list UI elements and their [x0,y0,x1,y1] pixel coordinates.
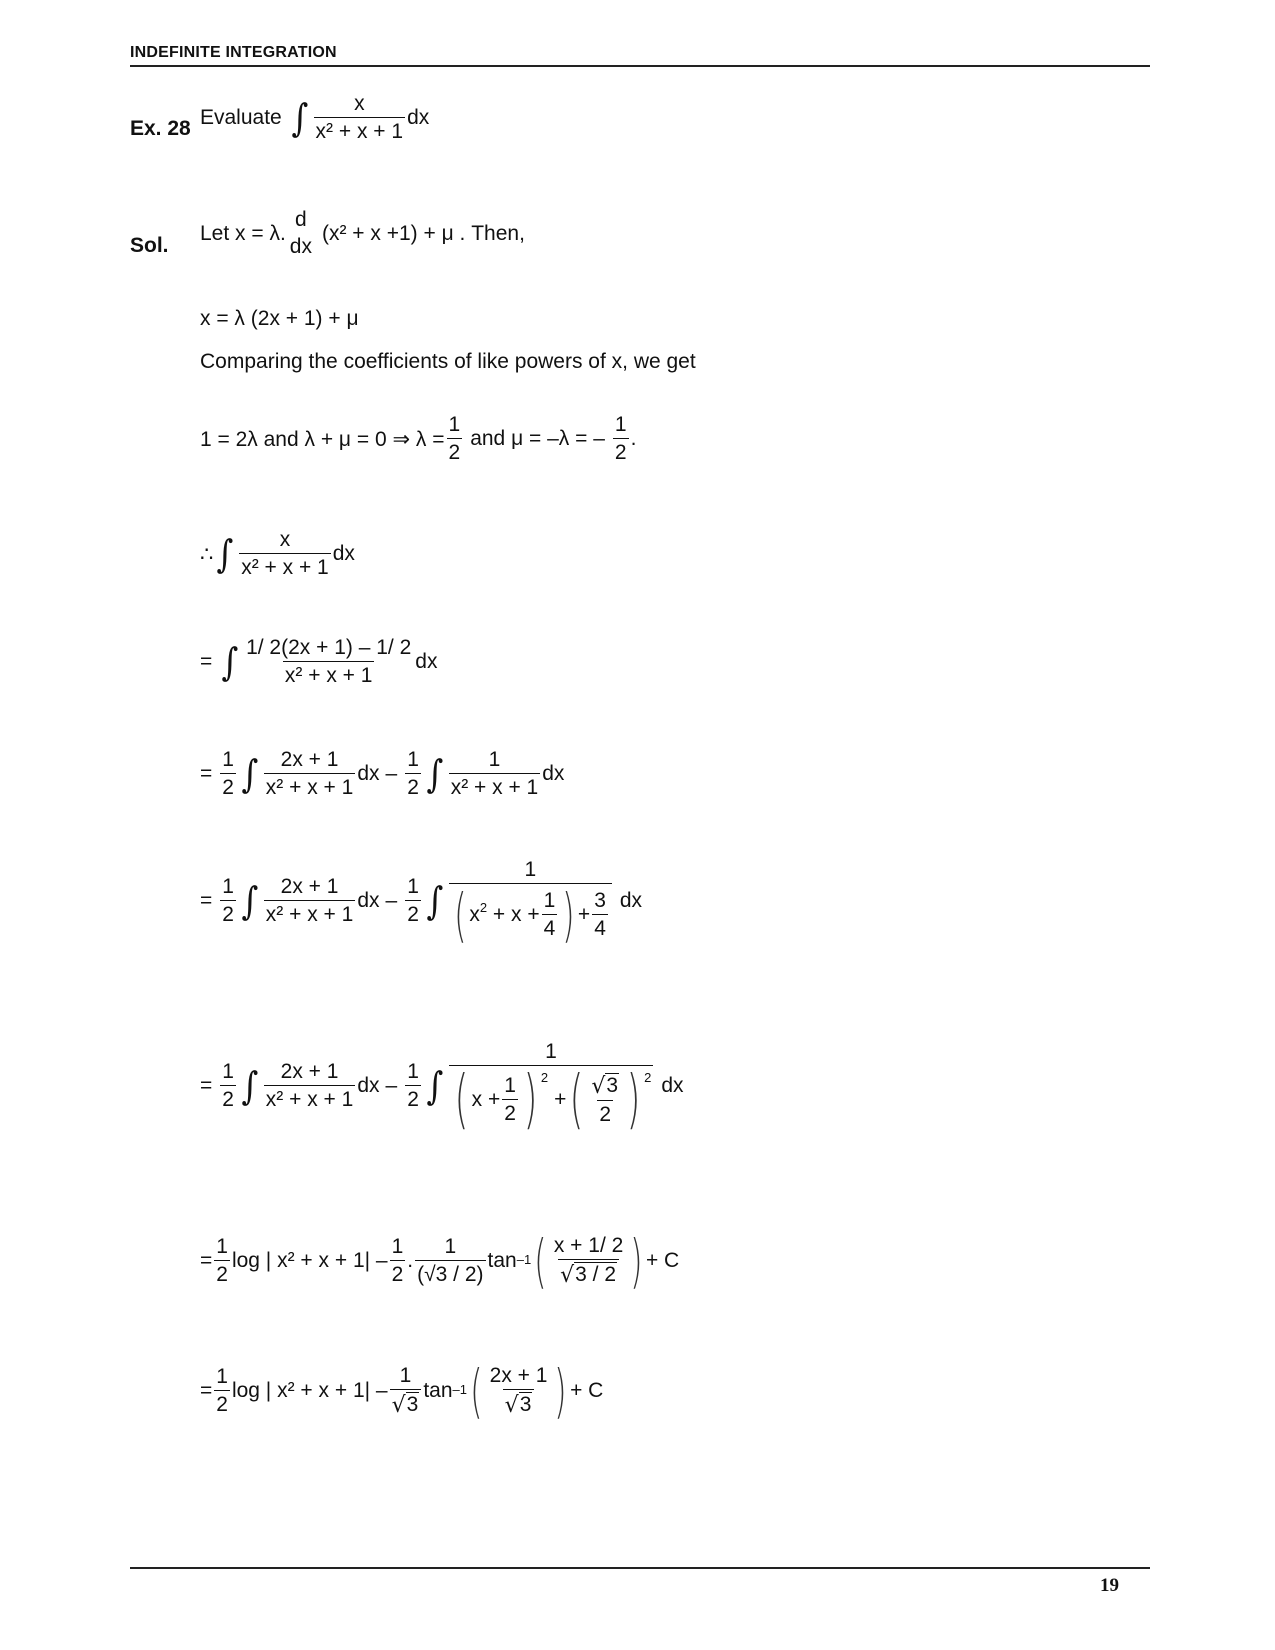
step-1: ∴ ∫ $\frac{x}{\text{x² + x + 1}}$ dx [200,528,355,580]
integral-sign: ∫ [426,1064,444,1109]
integral-sign: ∫ [426,879,444,924]
step-7: = $\frac{1}{2}$ log | x² + x + 1| – 1 √ 3 tan $^{-1}$ ( 2x + 1 √ 3 ) + C [200,1357,604,1425]
integral-sign: ∫ [216,532,234,577]
problem-statement [200,92,429,144]
half-fraction: $\frac{1}{2}$ [448,413,461,465]
integral-sign: ∫ [241,752,259,797]
step-5: = $\frac{1}{2}$ ∫ $\frac{2x + 1}{\text{x² + x + 1}}$ dx – $\frac{1}{2}$ ∫ 1 ( x + $\frac{1}{2}$ ) $^2$ + ( √ 3 2 ) $^2$ dx [200,1040,684,1138]
solution-line-4: 1 = 2λ and λ + μ = 0 ⇒ λ = $\frac{1}{2}$ and μ = –λ = – $\frac{1}{2}$ . [200,413,637,465]
footer-rule [130,1567,1150,1569]
half-fraction: $\frac{1}{2}$ [614,413,627,465]
page-number: 19 [1100,1575,1119,1596]
dx: dx [407,106,430,130]
integral-sign: ∫ [241,879,259,924]
header-rule [130,65,1150,67]
solution-line-3: Comparing the coefficients of like powers of x, we get [200,350,696,373]
sum-of-squares-fraction: 1 ( x + $\frac{1}{2}$ ) $^2$ + ( √ 3 2 ) $^2$ [449,1040,654,1132]
example-label: Ex. 28 [130,117,191,140]
integral-sign: ∫ [241,1064,259,1109]
evaluate-word: Evaluate [200,106,282,130]
solution-label: Sol. [130,234,169,257]
problem-fraction: $\frac{x}{\text{x² + x + 1}}$ [315,92,404,144]
page-header-title: INDEFINITE INTEGRATION [130,44,337,61]
derivative-operator: d dx [289,208,312,259]
step-3: = $\frac{1}{2}$ ∫ $\frac{2x + 1}{\text{x² + x + 1}}$ dx – $\frac{1}{2}$ ∫ $\frac{1}{\text{x² + x + 1}}$ dx [200,748,565,800]
step-6: = $\frac{1}{2}$ log | x² + x + 1| – $\frac{1}{2}$ . $\frac{1}{(√3 / 2)}$ tan $^{-1}$ ( x + 1/ 2 √ 3 / 2 ) + C [200,1227,680,1295]
solution-line-2: x = λ (2x + 1) + μ [200,307,359,330]
completed-square-fraction: 1 ( $x^2 + x$ + $\frac{1}{4}$ ) + $\frac{3}{4}$ [449,858,612,944]
integral-sign: ∫ [221,640,239,685]
integral-sign: ∫ [426,752,444,797]
step-2: = ∫ $\frac{1/ 2(2x + 1) - 1/ 2}{\text{x² + x + 1}}$ dx [200,636,438,688]
square-root: √ 3 [591,1073,619,1099]
step-4: = $\frac{1}{2}$ ∫ $\frac{2x + 1}{\text{x² + x + 1}}$ dx – $\frac{1}{2}$ ∫ 1 ( $x^2 + x$ + $\frac{1}{4}$ ) + $\frac{3}{4}$ dx [200,858,643,950]
solution-line-1: Let x = λ. d dx (x² + x +1) + μ . Then, [200,208,525,259]
integral-sign: ∫ [291,96,309,141]
